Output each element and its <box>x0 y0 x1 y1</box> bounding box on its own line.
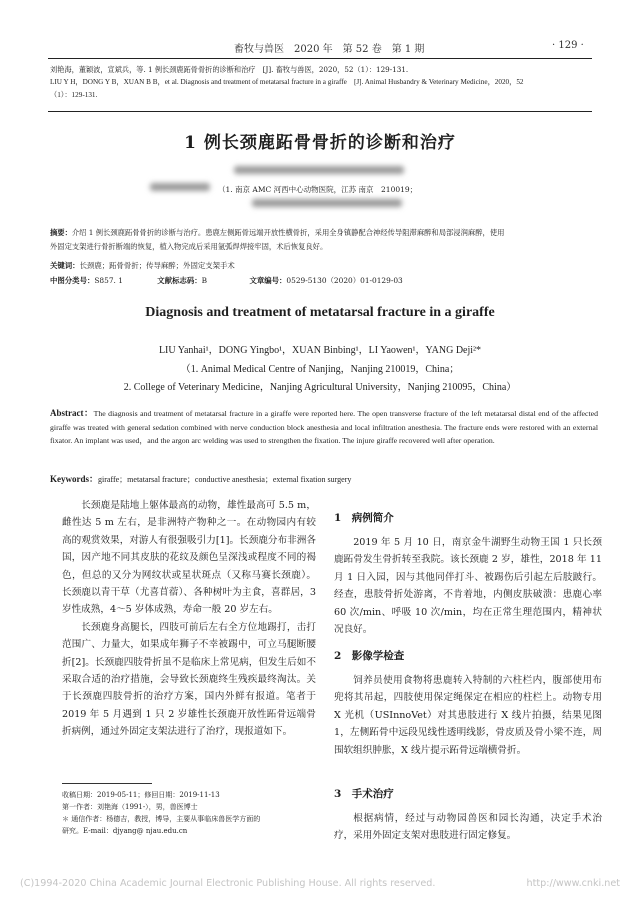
paper-title-cn: 1 例长颈鹿跖骨骨折的诊断和治疗 <box>184 133 456 153</box>
keywords-en-label: Keywords： <box>50 474 98 484</box>
footnote-rule <box>62 783 152 784</box>
keywords-cn <box>50 260 595 271</box>
section-text-imaging <box>334 672 602 759</box>
keywords-cn-label: 关键词： <box>50 261 80 270</box>
abstract-en-label: Abstract： <box>50 408 94 418</box>
section-paragraph: 根据病情，经过与动物园兽医和园长沟通，决定手术治疗，采用外固定支架对患肢进行固定修复。 <box>334 813 602 842</box>
authors-en: LIU Yanhai¹，DONG Yingbo¹，XUAN Binbing¹，LI Yaowen¹，YANG Deji²* <box>158 345 482 356</box>
section-paragraph: 饲养员使用食物将患鹿转入特制的六柱栏内，腹部使用布兜将其吊起，四肢使用保定绳保定在相应的柱栏上。动物专用 X 光机（USInnoVet）对其患肢进行 X 线片拍摄，结果见图 1，左侧跖骨中远段见线性透明线影，骨皮质及骨小梁不连，周围软组织肿胀，X 线片提示跖骨远端横骨折。 <box>334 675 602 756</box>
footnote <box>62 789 322 837</box>
abstract-cn-line2: 外固定支架进行骨折断端的恢复，植入物完成后采用氩弧焊焊接牢固，术后恢复良好。 <box>50 242 328 251</box>
section-text-surgery <box>334 810 602 845</box>
abstract-cn-label: 摘要： <box>50 228 72 237</box>
citation-rule <box>48 111 592 112</box>
affiliation-cn: （1. 南京 AMC 河西中心动物医院，江苏 南京 210019； <box>218 185 418 194</box>
classification-line <box>50 275 595 286</box>
corresponding-author-note: ＊ 通信作者：杨德吉，教授，博导，主要从事临床兽医学方面的 <box>62 815 261 823</box>
doc-code-label: 文献标志码： <box>157 276 202 285</box>
redacted-affiliation-cn-2 <box>252 199 402 207</box>
first-author-note: 第一作者：刘艳海（1991-），男，兽医博士 <box>62 803 198 811</box>
doc-code-value: B <box>201 276 208 285</box>
citation-en-cont: （1）：129-131. <box>50 91 98 99</box>
section-text-case <box>334 534 602 638</box>
abstract-en-text: The diagnosis and treatment of metatarsal fracture in a giraffe were reported here. The open transverse fracture of the left metatarsal distal end of the affected giraffe was treated with general sedation combined with nerve conduction block anesthesia and local infiltration anesthesia. The fracture ends were restored with an external fixator. An implant was used，and the argon arc welding was used to strengthen the fixation. The injure giraffe recovered well after operation. <box>50 409 598 445</box>
section-heading-case: 1 病例简介 <box>334 512 394 524</box>
abstract-cn-line1: 介绍 1 例长颈鹿跖骨骨折的诊断与治疗。患鹿左侧跖骨远端开放性横骨折，采用全身镇静配合神经传导阻滞麻醉和局部浸润麻醉，使用 <box>71 228 505 237</box>
left-column <box>62 497 316 741</box>
keywords-en <box>50 472 598 485</box>
affiliation-en-1: （1. Animal Medical Centre of Nanjing，Nanjing 210019，China； <box>180 364 460 375</box>
footer-url[interactable]: http://www.cnki.net <box>526 878 620 889</box>
received-date: 收稿日期：2019-05-11；修回日期：2019-11-13 <box>62 791 220 799</box>
clc-value: S857. 1 <box>94 276 123 285</box>
keywords-cn-text: 长颈鹿；跖骨骨折；传导麻醉；外固定支架手术 <box>79 261 235 270</box>
corresponding-email: 研究。E-mail：djyang@ njau.edu.cn <box>62 827 188 835</box>
article-id-label: 文章编号： <box>249 276 287 285</box>
footer-copyright: (C)1994-2020 China Academic Journal Electronic Publishing House. All rights reserved. <box>20 878 436 889</box>
section-heading-surgery: 3 手术治疗 <box>334 788 394 800</box>
citation-block <box>50 63 595 102</box>
keywords-en-text: giraffe；metatarsal fracture；conductive anesthesia；external fixation surgery <box>98 475 352 484</box>
clc-label: 中图分类号： <box>50 276 95 285</box>
section-paragraph: 2019 年 5 月 10 日，南京金牛湖野生动物王国 1 只长颈鹿跖骨发生骨折转至我院。该长颈鹿 2 岁，雄性，2018 年 11 月 1 日入园，因与其他同伴打斗、被踢伤后引起左后肢跛行。经查，患肢骨折处游离，不肯着地，内侧皮肤破溃：患鹿心率 60 次/min、呼吸 10 次/min，均在正常生理范围内，精神状况良好。 <box>334 537 602 636</box>
citation-en: LIU Y H，DONG Y B，XUAN B B，et al. Diagnosis and treatment of metatarsal fracture in a giraffe [J]. Animal Husbandry & Veterinary Medicine，2020，52 <box>50 78 524 86</box>
affiliation-en-2: 2. College of Veterinary Medicine，Nanjing Agricultural University，Nanjing 210095，China） <box>123 382 517 393</box>
body-paragraph-1: 长颈鹿是陆地上躯体最高的动物，雄性最高可 5.5 m，雌性达 5 m 左右，是非洲特产物种之一。在动物园内有较高的观赏效果，对游人有很强吸引力[1]。长颈鹿分布非洲各国，因产地不同其皮肤的花纹及颜色呈深浅或程度不同的褐色，但总的又分为网纹状或星状斑点（又称马赛长颈鹿）。长颈鹿以青干草（尤喜苜蓿）、各种树叶为主食，喜群居，3 岁性成熟，4～5 岁体成熟，寿命一般 20 岁左右。 <box>62 500 316 616</box>
abstract-cn <box>50 226 595 254</box>
header-rule <box>48 58 592 59</box>
page-number: · 129 · <box>552 40 584 51</box>
journal-header: 畜牧与兽医 2020 年 第 52 卷 第 1 期 <box>234 44 425 55</box>
redacted-affiliation-cn <box>150 183 210 191</box>
paper-title-en: Diagnosis and treatment of metatarsal fracture in a giraffe <box>145 305 495 320</box>
redacted-authors-cn <box>234 166 404 174</box>
article-id-value: 0529-5130（2020）01-0129-03 <box>286 276 403 285</box>
citation-cn: 刘艳海，董颖波，宣斌兵，等. 1 例长颈鹿跖骨骨折的诊断和治疗 [J]. 畜牧与兽医，2020，52（1）：129-131. <box>50 65 409 74</box>
body-paragraph-2: 长颈鹿身高腿长，四肢可前后左右全方位地踢打，击打范围广、力量大，如果成年狮子不幸被踢中，可立马腿断腰折[2]。长颈鹿四肢骨折虽不是临床上常见病，但发生后如不采取合适的治疗措施，会导致长颈鹿终生残疾最终淘汰。关于长颈鹿四肢骨折的治疗方案，国内外鲜有报道。笔者于 2019 年 5 月遇到 1 只 2 岁雄性长颈鹿开放性跖骨远端骨折病例，通过外固定支架法进行了治疗，现报道如下。 <box>62 621 316 738</box>
section-heading-imaging: 2 影像学检查 <box>334 650 405 662</box>
abstract-en <box>50 407 598 448</box>
